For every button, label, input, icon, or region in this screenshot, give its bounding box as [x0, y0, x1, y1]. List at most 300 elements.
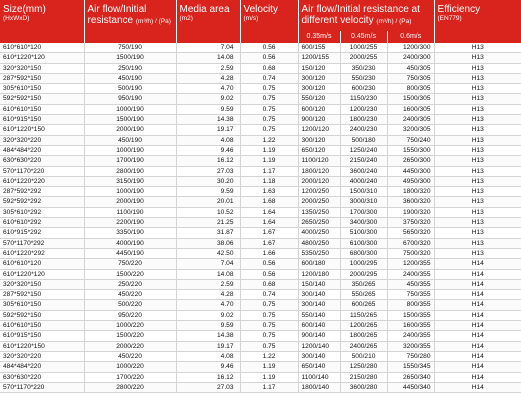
- cell-velocity: 0.75: [240, 310, 298, 320]
- cell-resistance-035: 1800/140: [298, 382, 340, 392]
- cell-velocity: 1.67: [240, 238, 298, 248]
- cell-resistance-035: 650/120: [298, 145, 340, 155]
- cell-media-area: 42.50: [176, 248, 240, 258]
- table-row: [0, 125, 521, 135]
- cell-efficiency: H14: [434, 341, 521, 351]
- cell-velocity: 0.68: [240, 63, 298, 73]
- cell-resistance-045: 550/230: [340, 73, 387, 83]
- cell-resistance-045: 1500/310: [340, 187, 387, 197]
- table-row: [0, 238, 521, 248]
- table-row: [0, 145, 521, 155]
- cell-size: 610*1220*150: [0, 125, 84, 135]
- cell-airflow: 4000/190: [84, 238, 176, 248]
- cell-resistance-06: 1500/355: [387, 310, 434, 320]
- cell-media-area: 19.17: [176, 125, 240, 135]
- cell-size: 610*610*120: [0, 259, 84, 269]
- cell-velocity: 0.68: [240, 279, 298, 289]
- cell-efficiency: H13: [434, 248, 521, 258]
- cell-efficiency: H13: [434, 104, 521, 114]
- cell-airflow: 950/220: [84, 310, 176, 320]
- cell-size: 610*915*292: [0, 228, 84, 238]
- cell-efficiency: H13: [434, 156, 521, 166]
- cell-efficiency: H14: [434, 321, 521, 331]
- table-row: [0, 372, 521, 382]
- cell-resistance-045: 500/180: [340, 135, 387, 145]
- cell-media-area: 9.02: [176, 310, 240, 320]
- cell-resistance-045: 4000/240: [340, 176, 387, 186]
- cell-resistance-045: 6100/300: [340, 238, 387, 248]
- cell-efficiency: H14: [434, 300, 521, 310]
- cell-velocity: 1.68: [240, 197, 298, 207]
- cell-resistance-035: 1200/120: [298, 125, 340, 135]
- cell-velocity: 1.64: [240, 218, 298, 228]
- cell-resistance-06: 1800/320: [387, 187, 434, 197]
- cell-velocity: 0.75: [240, 321, 298, 331]
- cell-airflow: 2000/220: [84, 341, 176, 351]
- cell-resistance-06: 2650/300: [387, 156, 434, 166]
- cell-airflow: 2000/190: [84, 197, 176, 207]
- cell-airflow: 2800/190: [84, 166, 176, 176]
- header-size-sub: (HxWxD): [3, 15, 30, 22]
- cell-resistance-035: 2000/250: [298, 197, 340, 207]
- cell-velocity: 1.19: [240, 362, 298, 372]
- cell-resistance-035: 600/140: [298, 321, 340, 331]
- cell-size: 484*484*220: [0, 362, 84, 372]
- cell-size: 610*610*150: [0, 321, 84, 331]
- cell-airflow: 4450/190: [84, 248, 176, 258]
- cell-resistance-045: 350/230: [340, 63, 387, 73]
- cell-resistance-06: 4450/300: [387, 166, 434, 176]
- cell-media-area: 4.28: [176, 73, 240, 83]
- cell-velocity: 1.22: [240, 351, 298, 361]
- table-row: [0, 269, 521, 279]
- cell-resistance-045: 550/265: [340, 290, 387, 300]
- cell-resistance-035: 300/120: [298, 73, 340, 83]
- cell-resistance-045: 1700/300: [340, 207, 387, 217]
- cell-efficiency: H13: [434, 135, 521, 145]
- cell-airflow: 1000/190: [84, 104, 176, 114]
- cell-resistance-045: 1200/230: [340, 104, 387, 114]
- cell-media-area: 38.06: [176, 238, 240, 248]
- cell-airflow: 2000/190: [84, 125, 176, 135]
- cell-resistance-045: 1200/265: [340, 321, 387, 331]
- cell-resistance-06: 1900/320: [387, 207, 434, 217]
- cell-efficiency: H13: [434, 43, 521, 53]
- cell-size: 610*1220*120: [0, 53, 84, 63]
- cell-resistance-06: 3200/355: [387, 341, 434, 351]
- cell-media-area: 4.70: [176, 84, 240, 94]
- table-row: [0, 362, 521, 372]
- cell-resistance-045: 350/265: [340, 279, 387, 289]
- cell-size: 570*1170*292: [0, 238, 84, 248]
- cell-velocity: 0.56: [240, 43, 298, 53]
- cell-resistance-045: 500/210: [340, 351, 387, 361]
- cell-resistance-06: 750/240: [387, 135, 434, 145]
- cell-resistance-045: 2150/280: [340, 372, 387, 382]
- cell-resistance-045: 1800/230: [340, 115, 387, 125]
- header-resistance: [298, 0, 434, 31]
- cell-airflow: 2200/190: [84, 218, 176, 228]
- cell-resistance-06: 4450/340: [387, 382, 434, 392]
- table-row: [0, 207, 521, 217]
- cell-resistance-06: 3600/320: [387, 197, 434, 207]
- cell-resistance-035: 4000/250: [298, 228, 340, 238]
- header-speed-06: 0.6m/s: [387, 31, 434, 43]
- cell-resistance-06: 750/355: [387, 290, 434, 300]
- cell-resistance-045: 1250/280: [340, 362, 387, 372]
- cell-resistance-035: 1200/250: [298, 187, 340, 197]
- cell-velocity: 1.66: [240, 248, 298, 258]
- cell-media-area: 4.70: [176, 300, 240, 310]
- cell-media-area: 14.08: [176, 53, 240, 63]
- cell-media-area: 7.04: [176, 43, 240, 53]
- cell-velocity: 1.17: [240, 166, 298, 176]
- cell-airflow: 250/220: [84, 279, 176, 289]
- cell-size: 320*320*220: [0, 351, 84, 361]
- cell-resistance-045: 6800/300: [340, 248, 387, 258]
- cell-efficiency: H13: [434, 115, 521, 125]
- cell-size: 592*592*150: [0, 94, 84, 104]
- header-resistance-title: Air flow/Initial resistance at: [301, 4, 420, 15]
- cell-airflow: 1000/220: [84, 321, 176, 331]
- cell-media-area: 9.02: [176, 94, 240, 104]
- cell-airflow: 750/220: [84, 259, 176, 269]
- table-row: [0, 43, 521, 53]
- cell-efficiency: H13: [434, 94, 521, 104]
- cell-resistance-06: 2400/305: [387, 115, 434, 125]
- cell-size: 630*630*220: [0, 156, 84, 166]
- cell-resistance-06: 3200/305: [387, 125, 434, 135]
- header-efficiency: [434, 0, 521, 43]
- cell-size: 320*320*150: [0, 279, 84, 289]
- table-row: [0, 310, 521, 320]
- cell-airflow: 450/220: [84, 351, 176, 361]
- cell-efficiency: H13: [434, 187, 521, 197]
- cell-media-area: 10.52: [176, 207, 240, 217]
- cell-airflow: 450/190: [84, 135, 176, 145]
- cell-velocity: 1.18: [240, 176, 298, 186]
- cell-size: 287*592*292: [0, 187, 84, 197]
- cell-resistance-045: 2400/230: [340, 125, 387, 135]
- header-airflow-title2: resistance: [87, 15, 134, 26]
- cell-media-area: 27.03: [176, 166, 240, 176]
- cell-media-area: 2.59: [176, 63, 240, 73]
- cell-efficiency: H13: [434, 84, 521, 94]
- cell-resistance-06: 1200/300: [387, 43, 434, 53]
- cell-resistance-045: 1250/240: [340, 145, 387, 155]
- cell-resistance-045: 1150/230: [340, 94, 387, 104]
- cell-resistance-035: 600/180: [298, 259, 340, 269]
- cell-size: 305*610*150: [0, 84, 84, 94]
- cell-efficiency: H13: [434, 238, 521, 248]
- cell-airflow: 1700/190: [84, 156, 176, 166]
- cell-resistance-035: 1200/155: [298, 53, 340, 63]
- cell-efficiency: H13: [434, 125, 521, 135]
- cell-resistance-06: 2650/340: [387, 372, 434, 382]
- cell-efficiency: H14: [434, 362, 521, 372]
- header-efficiency-title: Efficiency: [437, 4, 481, 15]
- cell-media-area: 31.87: [176, 228, 240, 238]
- cell-media-area: 14.08: [176, 269, 240, 279]
- cell-efficiency: H14: [434, 290, 521, 300]
- cell-airflow: 2800/220: [84, 382, 176, 392]
- cell-velocity: 0.75: [240, 125, 298, 135]
- cell-velocity: 1.17: [240, 382, 298, 392]
- cell-velocity: 0.74: [240, 73, 298, 83]
- cell-resistance-06: 6700/320: [387, 238, 434, 248]
- table-row: [0, 53, 521, 63]
- cell-airflow: 3350/190: [84, 228, 176, 238]
- cell-airflow: 450/190: [84, 73, 176, 83]
- cell-velocity: 1.22: [240, 135, 298, 145]
- cell-velocity: 0.75: [240, 300, 298, 310]
- cell-airflow: 1000/190: [84, 145, 176, 155]
- cell-velocity: 1.63: [240, 187, 298, 197]
- cell-resistance-06: 1600/305: [387, 104, 434, 114]
- cell-velocity: 1.19: [240, 145, 298, 155]
- header-speed-045: 0.45m/s: [340, 31, 387, 43]
- cell-velocity: 0.56: [240, 269, 298, 279]
- table-row: [0, 351, 521, 361]
- table-row: [0, 279, 521, 289]
- cell-resistance-045: 3600/240: [340, 166, 387, 176]
- cell-airflow: 950/190: [84, 94, 176, 104]
- cell-efficiency: H13: [434, 207, 521, 217]
- cell-resistance-035: 1100/120: [298, 156, 340, 166]
- table-row: [0, 341, 521, 351]
- cell-resistance-035: 150/120: [298, 63, 340, 73]
- cell-velocity: 0.75: [240, 94, 298, 104]
- cell-size: 610*610*120: [0, 43, 84, 53]
- cell-resistance-035: 550/120: [298, 94, 340, 104]
- header-media-title: Media area: [179, 4, 230, 15]
- cell-size: 610*1220*220: [0, 176, 84, 186]
- cell-resistance-035: 900/140: [298, 331, 340, 341]
- cell-efficiency: H13: [434, 197, 521, 207]
- cell-resistance-06: 4950/300: [387, 176, 434, 186]
- cell-resistance-045: 2000/295: [340, 269, 387, 279]
- cell-resistance-045: 2000/255: [340, 53, 387, 63]
- cell-media-area: 27.03: [176, 382, 240, 392]
- cell-airflow: 750/190: [84, 43, 176, 53]
- cell-resistance-06: 2400/355: [387, 269, 434, 279]
- cell-media-area: 9.59: [176, 187, 240, 197]
- cell-resistance-035: 1800/120: [298, 166, 340, 176]
- cell-resistance-06: 1500/305: [387, 94, 434, 104]
- cell-resistance-06: 1550/345: [387, 362, 434, 372]
- cell-airflow: 3150/190: [84, 176, 176, 186]
- cell-media-area: 9.59: [176, 104, 240, 114]
- cell-velocity: 0.75: [240, 115, 298, 125]
- cell-media-area: 2.59: [176, 279, 240, 289]
- table-row: [0, 63, 521, 73]
- header-media-unit: (m2): [179, 15, 193, 22]
- table-row: [0, 331, 521, 341]
- cell-size: 287*592*150: [0, 290, 84, 300]
- cell-size: 484*484*220: [0, 145, 84, 155]
- cell-efficiency: H14: [434, 351, 521, 361]
- cell-resistance-045: 1800/265: [340, 331, 387, 341]
- cell-resistance-06: 5650/320: [387, 228, 434, 238]
- cell-efficiency: H14: [434, 279, 521, 289]
- cell-resistance-045: 1150/265: [340, 310, 387, 320]
- cell-airflow: 1500/220: [84, 331, 176, 341]
- table-row: [0, 135, 521, 145]
- cell-resistance-035: 4800/250: [298, 238, 340, 248]
- cell-media-area: 4.08: [176, 135, 240, 145]
- table-row: [0, 187, 521, 197]
- cell-resistance-06: 1200/355: [387, 259, 434, 269]
- cell-velocity: 1.19: [240, 156, 298, 166]
- cell-efficiency: H14: [434, 382, 521, 392]
- header-velocity-unit: (m/s): [243, 15, 259, 22]
- cell-efficiency: H13: [434, 228, 521, 238]
- cell-resistance-035: 600/155: [298, 43, 340, 53]
- header-media: [176, 0, 240, 43]
- cell-size: 610*1220*292: [0, 248, 84, 258]
- table-row: [0, 259, 521, 269]
- cell-resistance-035: 1200/180: [298, 269, 340, 279]
- table-row: [0, 300, 521, 310]
- cell-media-area: 16.12: [176, 372, 240, 382]
- cell-airflow: 500/220: [84, 300, 176, 310]
- cell-resistance-035: 1350/250: [298, 207, 340, 217]
- cell-resistance-06: 750/280: [387, 351, 434, 361]
- table-row: [0, 248, 521, 258]
- cell-resistance-035: 550/140: [298, 310, 340, 320]
- table-row: [0, 197, 521, 207]
- cell-resistance-06: 750/305: [387, 73, 434, 83]
- cell-media-area: 30.20: [176, 176, 240, 186]
- cell-velocity: 0.75: [240, 331, 298, 341]
- table-row: [0, 104, 521, 114]
- cell-resistance-045: 600/230: [340, 84, 387, 94]
- cell-size: 610*915*150: [0, 331, 84, 341]
- cell-airflow: 1500/190: [84, 53, 176, 63]
- cell-size: 630*630*220: [0, 372, 84, 382]
- table-row: [0, 156, 521, 166]
- table-row: [0, 382, 521, 392]
- cell-airflow: 250/190: [84, 63, 176, 73]
- cell-resistance-035: 2000/120: [298, 176, 340, 186]
- table-row: [0, 321, 521, 331]
- header-efficiency-unit: (EN779): [437, 15, 462, 22]
- cell-velocity: 0.56: [240, 259, 298, 269]
- cell-media-area: 19.17: [176, 341, 240, 351]
- header-speed-035: 0.35m/s: [298, 31, 340, 43]
- cell-media-area: 21.25: [176, 218, 240, 228]
- cell-resistance-035: 1100/140: [298, 372, 340, 382]
- table-row: [0, 73, 521, 83]
- cell-airflow: 1500/190: [84, 115, 176, 125]
- cell-resistance-035: 600/120: [298, 104, 340, 114]
- cell-size: 610*610*292: [0, 218, 84, 228]
- table-row: [0, 218, 521, 228]
- cell-size: 305*610*292: [0, 207, 84, 217]
- cell-resistance-06: 1600/355: [387, 321, 434, 331]
- header-airflow-title: Air flow/Initial: [87, 4, 147, 15]
- cell-size: 610*1220*120: [0, 269, 84, 279]
- cell-media-area: 14.38: [176, 331, 240, 341]
- cell-velocity: 1.64: [240, 207, 298, 217]
- cell-efficiency: H13: [434, 218, 521, 228]
- cell-airflow: 1000/220: [84, 362, 176, 372]
- table-row: [0, 94, 521, 104]
- header-airflow-unit: (m³/h) / (Pa): [135, 18, 171, 25]
- cell-size: 320*320*150: [0, 63, 84, 73]
- table-row: [0, 228, 521, 238]
- cell-velocity: 1.67: [240, 228, 298, 238]
- header-velocity-title: Velocity: [243, 4, 278, 15]
- cell-size: 610*915*150: [0, 115, 84, 125]
- cell-size: 570*1170*220: [0, 166, 84, 176]
- cell-resistance-035: 1200/140: [298, 341, 340, 351]
- cell-velocity: 0.56: [240, 53, 298, 63]
- header-velocity: [240, 0, 298, 43]
- cell-velocity: 1.19: [240, 372, 298, 382]
- cell-velocity: 0.75: [240, 84, 298, 94]
- cell-resistance-045: 3400/300: [340, 218, 387, 228]
- cell-efficiency: H14: [434, 310, 521, 320]
- cell-media-area: 9.46: [176, 145, 240, 155]
- cell-resistance-045: 5100/300: [340, 228, 387, 238]
- cell-resistance-035: 900/120: [298, 115, 340, 125]
- table-row: [0, 84, 521, 94]
- cell-resistance-035: 300/120: [298, 84, 340, 94]
- cell-resistance-045: 3600/280: [340, 382, 387, 392]
- cell-resistance-06: 800/305: [387, 84, 434, 94]
- cell-resistance-06: 450/355: [387, 279, 434, 289]
- cell-media-area: 9.59: [176, 321, 240, 331]
- cell-media-area: 14.38: [176, 115, 240, 125]
- table-row: [0, 166, 521, 176]
- cell-efficiency: H13: [434, 145, 521, 155]
- cell-resistance-035: 300/140: [298, 351, 340, 361]
- cell-velocity: 0.75: [240, 341, 298, 351]
- cell-resistance-045: 1000/255: [340, 43, 387, 53]
- cell-size: 570*1170*220: [0, 382, 84, 392]
- cell-airflow: 1100/190: [84, 207, 176, 217]
- cell-resistance-06: 800/355: [387, 300, 434, 310]
- cell-resistance-06: 2400/355: [387, 331, 434, 341]
- table-row: [0, 290, 521, 300]
- cell-resistance-06: 7500/320: [387, 248, 434, 258]
- cell-resistance-035: 5350/250: [298, 248, 340, 258]
- cell-resistance-045: 2150/240: [340, 156, 387, 166]
- cell-velocity: 0.74: [240, 290, 298, 300]
- cell-efficiency: H14: [434, 372, 521, 382]
- header-size-title: Size(mm): [3, 4, 46, 15]
- cell-airflow: 500/190: [84, 84, 176, 94]
- cell-media-area: 9.46: [176, 362, 240, 372]
- table-row: [0, 115, 521, 125]
- cell-resistance-035: 300/120: [298, 135, 340, 145]
- cell-airflow: 1500/220: [84, 269, 176, 279]
- cell-resistance-06: 2400/300: [387, 53, 434, 63]
- cell-size: 610*610*150: [0, 104, 84, 114]
- cell-resistance-045: 1000/295: [340, 259, 387, 269]
- cell-resistance-035: 650/140: [298, 362, 340, 372]
- cell-airflow: 1000/190: [84, 187, 176, 197]
- cell-resistance-045: 600/265: [340, 300, 387, 310]
- cell-media-area: 20.01: [176, 197, 240, 207]
- cell-size: 287*592*150: [0, 73, 84, 83]
- cell-resistance-045: 3000/310: [340, 197, 387, 207]
- cell-velocity: 0.75: [240, 104, 298, 114]
- cell-media-area: 7.04: [176, 259, 240, 269]
- cell-airflow: 450/220: [84, 290, 176, 300]
- cell-resistance-035: 300/140: [298, 300, 340, 310]
